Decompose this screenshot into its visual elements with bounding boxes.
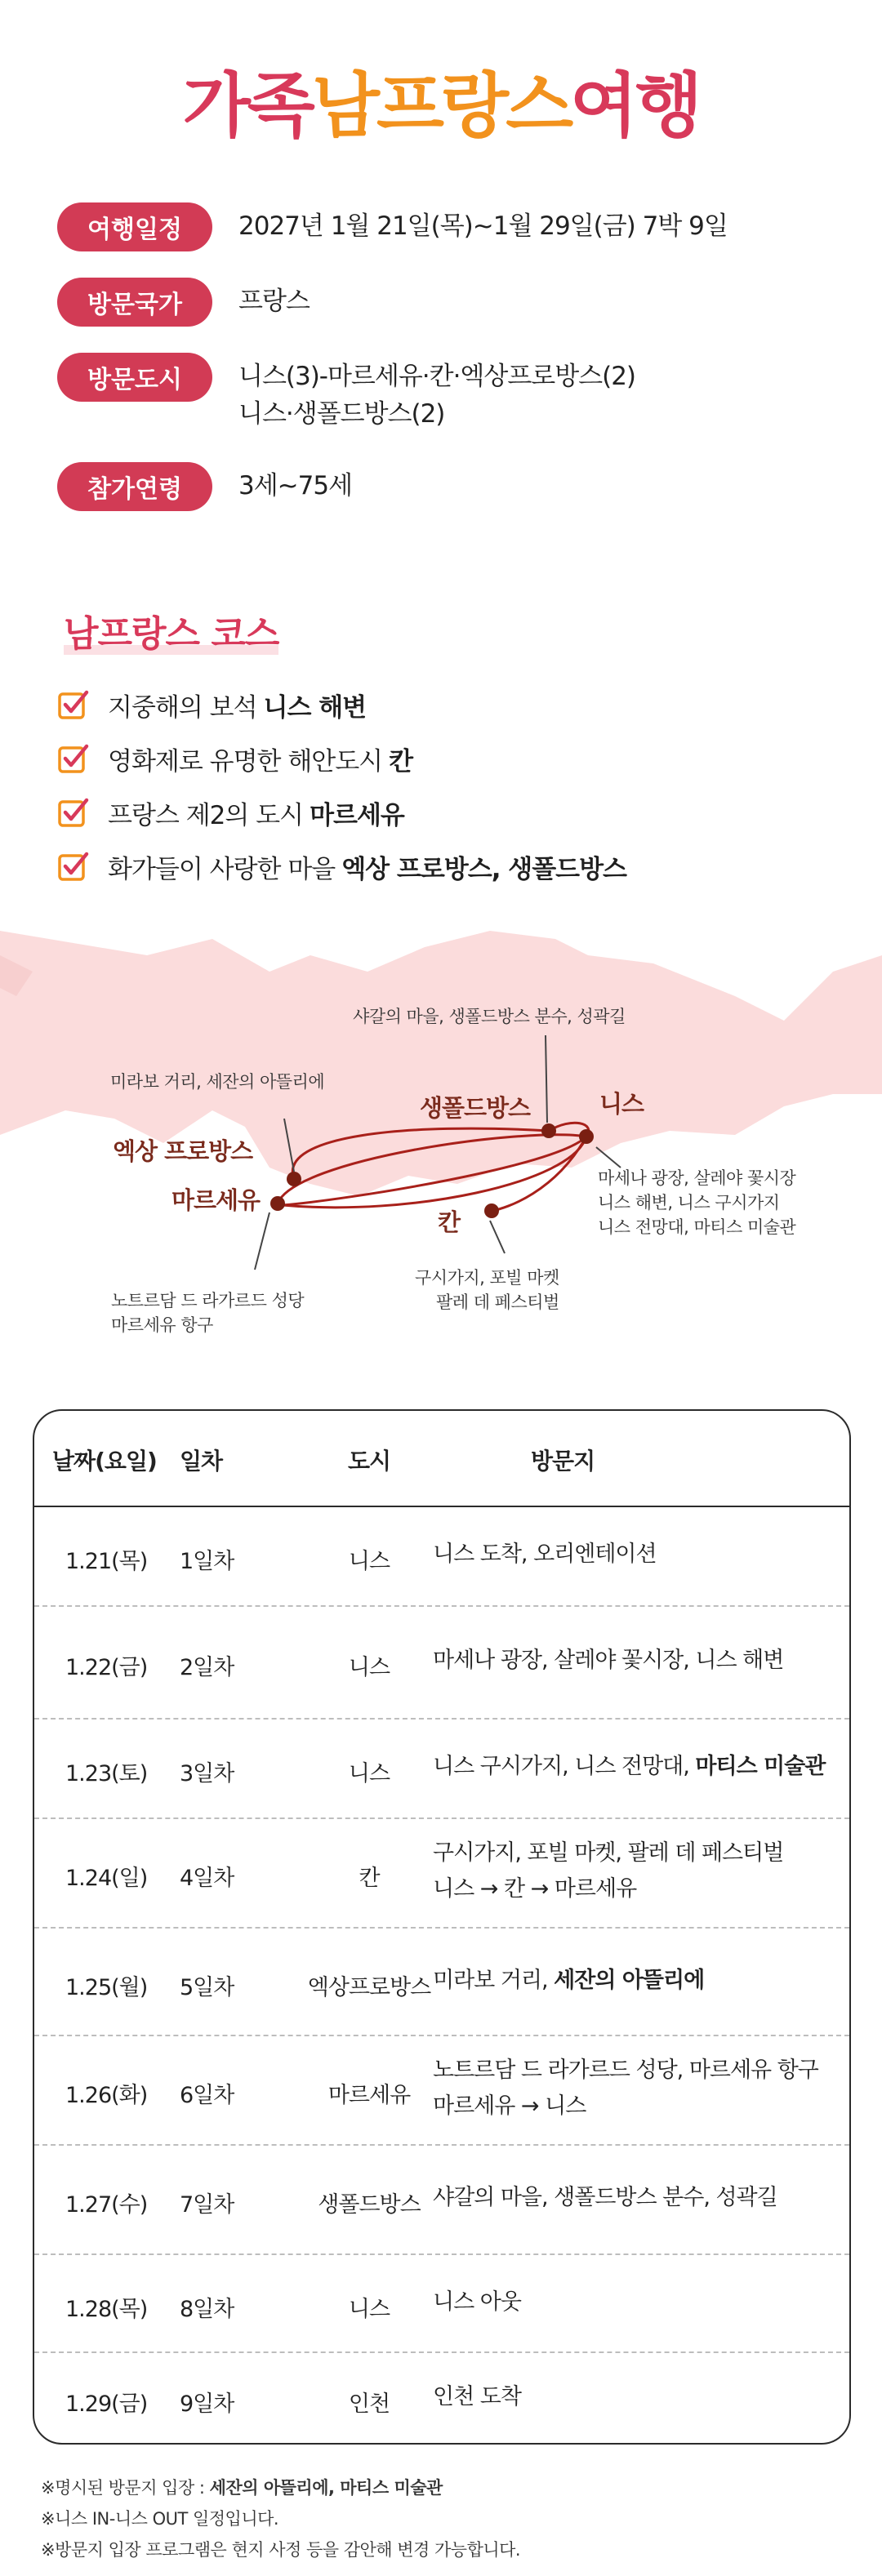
- checkbox-checked-icon: [57, 796, 90, 829]
- checkbox-checked-icon: [57, 850, 90, 883]
- row-day: 1일차: [180, 1549, 234, 1574]
- table-row: [34, 1929, 849, 2036]
- title-part-2: 남프랑스: [311, 65, 571, 147]
- row-visit-text: 니스 아웃: [433, 2289, 521, 2315]
- row-visit-text: 인천 도착: [433, 2384, 521, 2409]
- row-visit-text: 노트르담 드 라가르드 성당, 마르세유 항구: [433, 2058, 818, 2083]
- row-visit-text: 니스 도착, 오리엔테이션: [433, 1542, 657, 1567]
- leader-line: [255, 1212, 270, 1270]
- row-date: 1.27(수): [65, 2192, 148, 2218]
- footnote-text: ※명시된 방문지 입장 :: [41, 2478, 210, 2498]
- info-row-age: [57, 462, 352, 511]
- table-row: [34, 2146, 849, 2255]
- row-date: 1.29(금): [65, 2391, 148, 2417]
- row-city: 생폴드방스: [318, 2192, 421, 2218]
- course-item-bold: 엑상 프로방스, 생폴드방스: [341, 854, 627, 884]
- row-visit-bold: 세잔의 아뜰리에: [554, 1968, 705, 1993]
- map-note-cannes: [415, 1266, 559, 1315]
- info-value-line: 2027년 1월 21일(목)~1월 29일(금) 7박 9일: [238, 211, 728, 241]
- row-city: 엑상프로방스: [307, 1975, 431, 2000]
- table-header: [34, 1411, 849, 1507]
- map-note-line: 노트르담 드 라가르드 성당: [111, 1291, 305, 1310]
- title-part-3: 여행: [570, 65, 700, 147]
- checkbox-checked-icon: [57, 742, 90, 775]
- info-label: 참가연령: [57, 462, 212, 511]
- map-note-line: 니스 전망대, 마티스 미술관: [598, 1217, 796, 1237]
- footnote-bold: 세잔의 아뜰리에, 마티스 미술관: [209, 2478, 443, 2498]
- info-value: [238, 202, 728, 245]
- course-item-bold: 니스 해변: [263, 692, 367, 723]
- info-value-line: 니스·생폴드방스(2): [238, 399, 445, 429]
- row-city: 마르세유: [327, 2083, 411, 2108]
- map-note-line: 마르세유 항구: [111, 1315, 213, 1335]
- course-list: [57, 678, 626, 893]
- row-visit-text: 샤갈의 마을, 생폴드방스 분수, 성곽길: [433, 2185, 777, 2210]
- info-value-line: 3세~75세: [238, 471, 353, 501]
- city-label-nice: 니스: [599, 1090, 644, 1118]
- map-note-marseille: [111, 1288, 304, 1337]
- row-date: 1.25(월): [65, 1975, 148, 2000]
- header-day: 일차: [180, 1448, 223, 1475]
- info-label: 방문도시: [57, 353, 212, 402]
- map-note-line: 구시가지, 포빌 마켓: [415, 1268, 559, 1288]
- city-dot-marseille: [270, 1196, 285, 1211]
- row-date: 1.28(목): [65, 2297, 148, 2322]
- map-note-aix: 미라보 거리, 세잔의 아뜰리에: [110, 1072, 325, 1092]
- info-value-line: 니스(3)-마르세유·칸·엑상프로방스(2): [238, 362, 636, 391]
- course-title: [64, 604, 278, 656]
- table-row: [34, 2255, 849, 2353]
- row-city: 인천: [348, 2391, 390, 2417]
- city-label-aix: 엑상 프로방스: [113, 1137, 253, 1165]
- row-day: 4일차: [180, 1866, 234, 1891]
- course-item-text: 프랑스 제2의 도시: [108, 800, 304, 830]
- info-row-schedule: [57, 202, 728, 251]
- map-note-line: 니스 해변, 니스 구시가지: [598, 1193, 780, 1212]
- header-visit: 방문지: [531, 1448, 595, 1475]
- course-item: [57, 839, 626, 893]
- info-value: [238, 353, 635, 433]
- row-day: 7일차: [180, 2192, 234, 2218]
- row-city: 칸: [359, 1866, 380, 1891]
- row-visit: [433, 1537, 833, 1573]
- info-value-line: 프랑스: [238, 287, 310, 316]
- row-visit-route: 마르세유 → 니스: [433, 2093, 586, 2119]
- city-dot-stpaul: [541, 1123, 556, 1138]
- row-visit-route: 니스 → 칸 → 마르세유: [433, 1876, 637, 1902]
- footnote: ※방문지 입장 프로그램은 현지 사정 등을 감안해 변경 가능합니다.: [41, 2540, 521, 2560]
- course-item-text: 영화제로 유명한 해안도시: [108, 746, 383, 776]
- table-row: [34, 2036, 849, 2146]
- table-row: [34, 1607, 849, 1720]
- row-date: 1.22(금): [65, 1655, 148, 1680]
- info-label: 여행일정: [57, 202, 212, 251]
- header-city: 도시: [347, 1448, 391, 1475]
- page-title: [0, 49, 882, 150]
- info-value: [238, 278, 310, 320]
- leader-line: [596, 1147, 621, 1168]
- row-day: 2일차: [180, 1655, 234, 1680]
- row-visit-text: 마세나 광장, 살레야 꽃시장, 니스 해변: [433, 1648, 784, 1673]
- course-item-text: 화가들이 사랑한 마을: [108, 854, 336, 884]
- row-visit: [433, 1835, 833, 1907]
- row-city: 니스: [348, 2297, 390, 2322]
- row-visit-text: 구시가지, 포빌 마켓, 팔레 데 페스티벌: [433, 1840, 784, 1866]
- city-dot-cannes: [484, 1203, 499, 1218]
- city-dot-nice: [579, 1129, 594, 1144]
- city-label-stpaul: 생폴드방스: [420, 1094, 531, 1122]
- row-day: 3일차: [180, 1761, 234, 1786]
- title-part-1: 가족: [182, 65, 312, 147]
- route-map: [0, 923, 882, 1364]
- city-label-cannes: 칸: [438, 1208, 461, 1236]
- table-row: [34, 1507, 849, 1607]
- city-dot-aix: [287, 1172, 301, 1186]
- row-day: 6일차: [180, 2083, 234, 2108]
- row-city: 니스: [348, 1761, 390, 1786]
- map-note-line: 마세나 광장, 살레야 꽃시장: [598, 1168, 796, 1188]
- row-city: 니스: [348, 1549, 390, 1574]
- row-visit-text: 니스 구시가지, 니스 전망대,: [433, 1754, 696, 1779]
- table-row: [34, 1819, 849, 1929]
- course-item: [57, 732, 626, 785]
- row-visit: [433, 2379, 833, 2415]
- course-item-bold: 마르세유: [310, 800, 404, 830]
- row-day: 8일차: [180, 2297, 234, 2322]
- header-date: 날짜(요일): [52, 1448, 157, 1475]
- table-row: [34, 1720, 849, 1819]
- course-item: [57, 785, 626, 839]
- leader-line: [490, 1221, 505, 1253]
- row-date: 1.21(목): [65, 1549, 148, 1574]
- course-item-text: 지중해의 보석: [108, 692, 257, 723]
- footnote: ※니스 IN-니스 OUT 일정입니다.: [41, 2509, 279, 2529]
- info-value: [238, 462, 352, 505]
- info-row-cities: [57, 353, 635, 433]
- map-note-stpaul: 샤갈의 마을, 생폴드방스 분수, 성곽길: [353, 1007, 626, 1026]
- checkbox-checked-icon: [57, 688, 90, 721]
- row-visit: [433, 2285, 833, 2320]
- row-date: 1.24(일): [65, 1866, 148, 1891]
- info-label: 방문국가: [57, 278, 212, 327]
- course-title-text: 남프랑스 코스: [64, 613, 279, 655]
- itinerary-table: [33, 1409, 851, 2445]
- row-city: 니스: [348, 1655, 390, 1680]
- row-visit: [433, 1963, 833, 1999]
- row-day: 5일차: [180, 1975, 234, 2000]
- map-note-nice: [598, 1166, 795, 1239]
- city-label-marseille: 마르세유: [172, 1186, 261, 1214]
- footnote: [41, 2472, 520, 2503]
- map-note-line: 팔레 데 페스티벌: [435, 1292, 559, 1312]
- row-visit: [433, 1643, 833, 1679]
- course-item-bold: 칸: [389, 746, 413, 776]
- course-item: [57, 678, 626, 732]
- table-row: [34, 2353, 849, 2443]
- row-visit-bold: 마티스 미술관: [695, 1754, 826, 1779]
- footnotes: [41, 2472, 520, 2565]
- row-visit: [433, 1749, 833, 1785]
- row-date: 1.26(화): [65, 2083, 148, 2108]
- row-visit: [433, 2053, 833, 2124]
- row-visit: [433, 2180, 833, 2216]
- row-date: 1.23(토): [65, 1761, 148, 1786]
- row-day: 9일차: [180, 2391, 234, 2417]
- row-visit-text: 미라보 거리,: [433, 1968, 555, 1993]
- info-row-country: [57, 278, 310, 327]
